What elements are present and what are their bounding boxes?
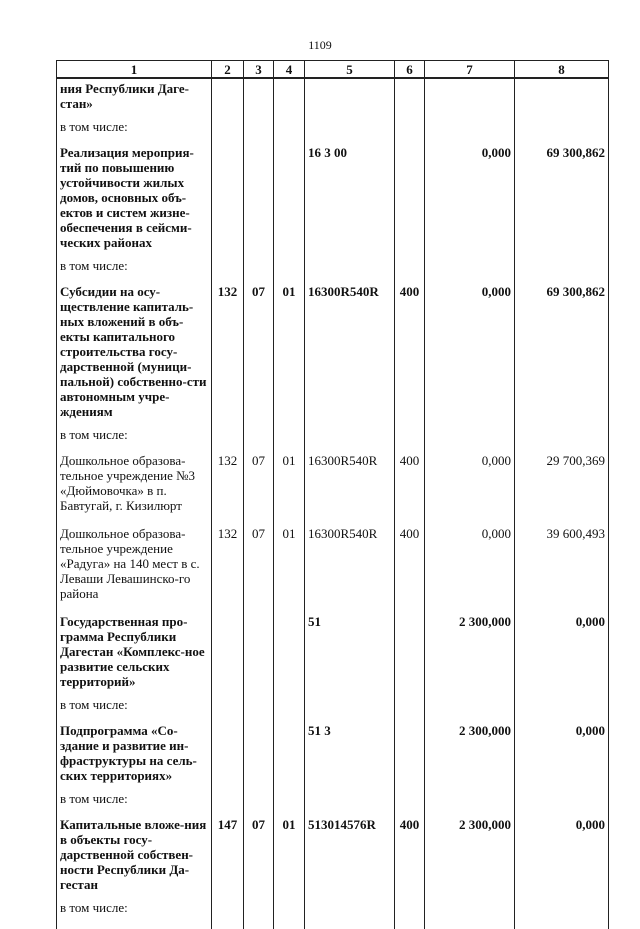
table-row: [57, 136, 609, 254]
row-name-cell: Капитальные вложе-ния в объекты госу-дарственной собствен-ности Республики Да-гестан: [57, 808, 212, 896]
including-row: [57, 787, 609, 808]
amount-col8-cell: 0,000: [515, 714, 609, 787]
expense-type-cell: [395, 78, 425, 115]
admin-code-cell: 132: [212, 444, 244, 517]
subsection-cell: 01: [274, 444, 305, 517]
subsection-cell: [274, 787, 305, 808]
amount-col7-cell: [425, 78, 515, 115]
target-article-cell: 51: [305, 605, 395, 693]
amount-col7-cell: [425, 693, 515, 714]
section-cell: 07: [244, 444, 274, 517]
including-row: [57, 254, 609, 275]
column-header: 4: [274, 61, 305, 79]
admin-code-cell: [212, 605, 244, 693]
row-name-cell: Субсидии на осу-ществление капиталь-ных вложений в объ-екты капитального строительства госу-дарственной (муници-пальной) собственно-сти автономным учре-ждениям: [57, 275, 212, 423]
including-row: [57, 693, 609, 714]
section-cell: [244, 136, 274, 254]
admin-code-cell: 132: [212, 275, 244, 423]
expense-type-cell: 400: [395, 275, 425, 423]
admin-code-cell: [212, 115, 244, 136]
amount-col7-cell: [425, 787, 515, 808]
amount-col7-cell: 0,000: [425, 136, 515, 254]
expense-type-cell: 400: [395, 444, 425, 517]
row-name-cell: в том числе:: [57, 693, 212, 714]
table-row: [57, 605, 609, 693]
expense-type-cell: 400: [395, 808, 425, 896]
table-row: [57, 444, 609, 517]
amount-col7-cell: 0,000: [425, 444, 515, 517]
section-cell: [244, 115, 274, 136]
subsection-cell: [274, 605, 305, 693]
amount-col7-cell: [425, 896, 515, 929]
section-cell: [244, 896, 274, 929]
amount-col7-cell: 0,000: [425, 275, 515, 423]
column-header: 7: [425, 61, 515, 79]
row-name-cell: в том числе:: [57, 787, 212, 808]
target-article-cell: 51 3: [305, 714, 395, 787]
expense-type-cell: [395, 787, 425, 808]
expense-type-cell: [395, 693, 425, 714]
row-name-cell: Государственная про-грамма Республики Дагестан «Комплекс-ное развитие сельских территорий»: [57, 605, 212, 693]
table-row: [57, 275, 609, 423]
admin-code-cell: [212, 78, 244, 115]
section-cell: 07: [244, 275, 274, 423]
admin-code-cell: [212, 714, 244, 787]
target-article-cell: 16300R540R: [305, 517, 395, 605]
amount-col8-cell: [515, 896, 609, 929]
admin-code-cell: 147: [212, 808, 244, 896]
expense-type-cell: [395, 115, 425, 136]
row-name-cell: в том числе:: [57, 254, 212, 275]
amount-col8-cell: 39 600,493: [515, 517, 609, 605]
row-name-cell: Реализация мероприя-тий по повышению устойчивости жилых домов, основных объ-ектов и систем жизне-обеспечения в сейсми-ческих районах: [57, 136, 212, 254]
target-article-cell: [305, 896, 395, 929]
target-article-cell: 16 3 00: [305, 136, 395, 254]
expense-type-cell: [395, 136, 425, 254]
section-cell: [244, 693, 274, 714]
section-cell: [244, 787, 274, 808]
subsection-cell: 01: [274, 275, 305, 423]
target-article-cell: [305, 787, 395, 808]
target-article-cell: [305, 254, 395, 275]
column-header: 8: [515, 61, 609, 79]
row-name-cell: в том числе:: [57, 896, 212, 929]
page-number: 1109: [308, 38, 332, 52]
target-article-cell: 16300R540R: [305, 275, 395, 423]
amount-col8-cell: 0,000: [515, 808, 609, 896]
including-row: [57, 115, 609, 136]
column-header: 5: [305, 61, 395, 79]
table-row: [57, 808, 609, 896]
amount-col7-cell: [425, 254, 515, 275]
admin-code-cell: [212, 693, 244, 714]
target-article-cell: [305, 78, 395, 115]
section-cell: [244, 605, 274, 693]
amount-col8-cell: 69 300,862: [515, 136, 609, 254]
target-article-cell: [305, 423, 395, 444]
section-cell: [244, 423, 274, 444]
admin-code-cell: [212, 136, 244, 254]
table-row: [57, 78, 609, 115]
target-article-cell: 16300R540R: [305, 444, 395, 517]
admin-code-cell: [212, 423, 244, 444]
expense-type-cell: [395, 605, 425, 693]
amount-col8-cell: 0,000: [515, 605, 609, 693]
amount-col8-cell: 69 300,862: [515, 275, 609, 423]
budget-table: [56, 60, 609, 929]
amount-col8-cell: [515, 787, 609, 808]
section-cell: [244, 78, 274, 115]
amount-col7-cell: [425, 423, 515, 444]
subsection-cell: [274, 896, 305, 929]
section-cell: 07: [244, 808, 274, 896]
section-cell: [244, 254, 274, 275]
admin-code-cell: 132: [212, 517, 244, 605]
amount-col8-cell: [515, 115, 609, 136]
target-article-cell: 513014576R: [305, 808, 395, 896]
including-row: [57, 423, 609, 444]
column-header: 1: [57, 61, 212, 79]
table-header-row: [57, 61, 609, 79]
subsection-cell: [274, 136, 305, 254]
subsection-cell: [274, 423, 305, 444]
column-header: 3: [244, 61, 274, 79]
row-name-cell: в том числе:: [57, 423, 212, 444]
expense-type-cell: [395, 714, 425, 787]
subsection-cell: [274, 115, 305, 136]
subsection-cell: 01: [274, 808, 305, 896]
amount-col7-cell: 2 300,000: [425, 808, 515, 896]
table-row: [57, 517, 609, 605]
section-cell: 07: [244, 517, 274, 605]
amount-col7-cell: 0,000: [425, 517, 515, 605]
amount-col8-cell: [515, 78, 609, 115]
amount-col8-cell: 29 700,369: [515, 444, 609, 517]
row-name-cell: в том числе:: [57, 115, 212, 136]
row-name-cell: Подпрограмма «Со-здание и развитие ин-фраструктуры на сель-ских территориях»: [57, 714, 212, 787]
admin-code-cell: [212, 787, 244, 808]
including-row: [57, 896, 609, 929]
amount-col8-cell: [515, 693, 609, 714]
column-header: 2: [212, 61, 244, 79]
subsection-cell: 01: [274, 517, 305, 605]
amount-col7-cell: 2 300,000: [425, 605, 515, 693]
admin-code-cell: [212, 254, 244, 275]
row-name-cell: Дошкольное образова-тельное учреждение «Радуга» на 140 мест в с. Леваши Левашинско-го района: [57, 517, 212, 605]
subsection-cell: [274, 78, 305, 115]
amount-col8-cell: [515, 423, 609, 444]
table-row: [57, 714, 609, 787]
expense-type-cell: [395, 423, 425, 444]
admin-code-cell: [212, 896, 244, 929]
row-name-cell: ния Республики Даге-стан»: [57, 78, 212, 115]
amount-col8-cell: [515, 254, 609, 275]
target-article-cell: [305, 115, 395, 136]
section-cell: [244, 714, 274, 787]
expense-type-cell: [395, 896, 425, 929]
row-name-cell: Дошкольное образова-тельное учреждение №3 «Дюймовочка» в п. Бавтугай, г. Кизилюрт: [57, 444, 212, 517]
column-header: 6: [395, 61, 425, 79]
subsection-cell: [274, 693, 305, 714]
subsection-cell: [274, 714, 305, 787]
amount-col7-cell: 2 300,000: [425, 714, 515, 787]
subsection-cell: [274, 254, 305, 275]
expense-type-cell: [395, 254, 425, 275]
expense-type-cell: 400: [395, 517, 425, 605]
amount-col7-cell: [425, 115, 515, 136]
target-article-cell: [305, 693, 395, 714]
